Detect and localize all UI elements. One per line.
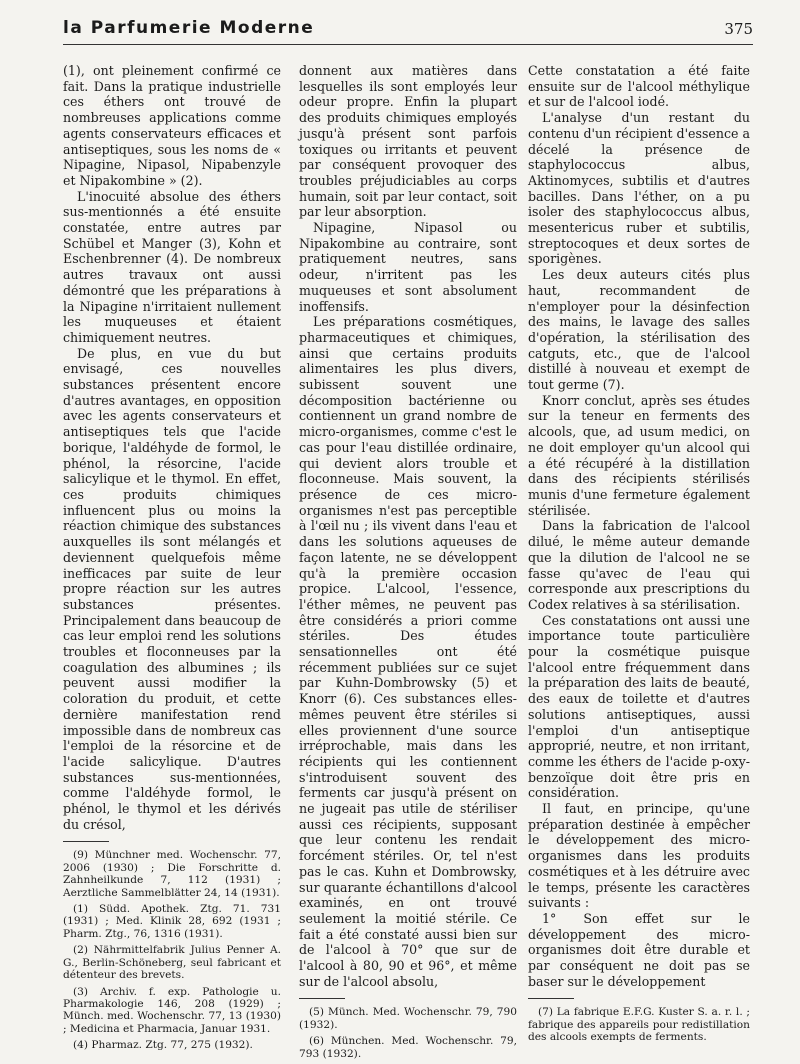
paragraph: Cette constatation a été faite ensuite sur de l'alcool méthylique et sur de l'alcool iodé. <box>528 63 750 110</box>
paragraph: Dans la fabrication de l'alcool dilué, le même auteur demande que la dilution de l'alcool ne se fasse qu'avec de l'eau qui corresponde aux prescriptions du Codex relatives à sa stérilisation. <box>528 518 750 612</box>
text-column-2 <box>299 63 517 1064</box>
paragraph: Nipagine, Nipasol ou Nipakombine au contraire, sont pratiquement neutres, sans odeur, n'irritent pas les muqueuses et sont absolument inoffensifs. <box>299 220 517 314</box>
paragraph: De plus, en vue du but envisagé, ces nouvelles substances présentent encore d'autres avantages, en opposition avec les agents conservateurs et antiseptiques tels que l'acide borique, l'aldéhyde de formol, le phénol, la résorcine, l'acide salicylique et le thymol. En effet, ces produits chimiques influencent plus ou moins la réaction chimique des substances auxquelles ils sont mélangés et deviennent quelquefois même inefficaces par suite de leur propre réaction sur les autres substances présentes. Principalement dans beaucoup de cas leur emploi rend les solutions troubles et floconneuses par la coagulation des albumines ; ils peuvent aussi modifier la coloration du produit, et cette dernière manifestation rend impossible dans de nombreux cas l'emploi de la résorcine et de l'acide salicylique. D'autres substances sus-mentionnées, comme l'aldéhyde formol, le phénol, le thymol et les dérivés du crésol, <box>63 345 281 832</box>
paragraph: L'analyse d'un restant du contenu d'un récipient d'essence a décelé la présence de staphylococcus albus, Aktinomyces, subtilis et d'autres bacilles. Dans l'éther, on a pu isoler des staphylococcus albus, mesentericus ruber et subtilis, streptocoques et deux sortes de sporigènes. <box>528 110 750 267</box>
footnote: (9) Münchner med. Wochenschr. 77, 2006 (1930) ; Die Forschritte d. Zahnheilkunde 7, 112 (1931) ; Aerztliche Sammelblätter 24, 14 (1931). <box>63 849 281 899</box>
footnote: (4) Pharmaz. Ztg. 77, 275 (1932). <box>73 1039 253 1052</box>
footnote: (3) Archiv. f. exp. Pathologie u. Pharmakologie 146, 208 (1929) ; Münch. med. Wochenschr. 77, 13 (1930) ; Medicina et Pharmacia, Januar 1931. <box>63 985 281 1035</box>
text-column-1 <box>63 63 281 1056</box>
footnote: (7) La fabrique E.F.G. Kuster S. a. r. l. ; fabrique des appareils pour redistillation des alcools exempts de ferments. <box>528 1006 750 1044</box>
footnote: (5) Münch. Med. Wochenschr. 79, 790 (1932). <box>299 1006 517 1031</box>
paragraph: Il faut, en principe, qu'une préparation destinée à empêcher le développement des micro-organismes dans les produits cosmétiques et à les détruire avec le temps, présente les caractères suivants : <box>528 801 750 911</box>
footnote: (6) München. Med. Wochenschr. 79, 793 (1932). <box>299 1035 517 1060</box>
paragraph: donnent aux matières dans lesquelles ils sont employés leur odeur propre. Enfin la plupart des produits chimiques employés jusqu'à présent sont parfois toxiques ou irritants et peuvent par conséquent provoquer des troubles préjudiciables au corps humain, soit par leur contact, soit par leur absorption. <box>299 63 517 220</box>
paragraph: Les préparations cosmétiques, pharmaceutiques et chimiques, ainsi que certains produits alimentaires les plus divers, subissent souvent une décomposition bactérienne ou contiennent un grand nombre de micro-organismes, comme c'est le cas pour l'eau distillée ordinaire, qui devient alors trouble et floconneuse. Mais souvent, la présence de ces micro-organismes n'est pas perceptible à l'œil nu ; ils vivent dans l'eau et dans les solutions aqueuses de façon latente, ne se développent qu'à la première occasion propice. L'alcool, l'essence, l'éther mêmes, ne peuvent pas être considérés a priori comme stériles. Des études sensationnelles ont été récemment publiées sur ce sujet par Kuhn-Dombrowsky (5) et Knorr (6). Ces substances elles-mêmes peuvent être stériles si elles proviennent d'une source irréprochable, mais dans les récipients qui les contiennent s'introduisent souvent des ferments car jusqu'à présent on ne jugeait pas utile de stériliser aussi ces récipients, supposant que leur contenu les rendait forcément stériles. Or, tel n'est pas le cas. Kuhn et Dombrowsky, sur quarante échantillons d'alcool examinés, en ont trouvé seulement la moitié stérile. Ce fait a été constaté aussi bien sur de l'alcool à 70° que sur de l'alcool à 80, 90 et 96°, et même sur de l'alcool absolu, <box>299 314 517 989</box>
footnote-rule <box>63 841 109 842</box>
paragraph: (1), ont pleinement confirmé ce fait. Dans la pratique industrielle ces éthers ont trouvé de nombreuses applications comme agents conservateurs efficaces et antiseptiques, sous les noms de « Nipagine, Nipasol, Nipabenzyle et Nipakombine » (2). <box>63 63 281 188</box>
paragraph: Knorr conclut, après ses études sur la teneur en ferments des alcools, que, ad usum medici, on ne doit employer qu'un alcool qui a été récupéré à la distillation dans des récipients stérilisés munis d'une fermeture également stérilisée. <box>528 392 750 518</box>
footnote: (1) Südd. Apothek. Ztg. 71. 731 (1931) ; Med. Klinik 28, 692 (1931 ; Pharm. Ztg., 76, 1316 (1931). <box>63 903 281 940</box>
header-rule <box>63 44 753 45</box>
page-number: 375 <box>724 20 753 38</box>
paragraph: Ces constatations ont aussi une importance toute particulière pour la cosmétique puisque l'alcool entre fréquemment dans la préparation des laits de beauté, des eaux de toilette et d'autres solutions antiseptiques, aussi l'emploi d'un antiseptique approprié, neutre, et non irritant, comme les éthers de l'acide p-oxy-benzoïque doit être pris en considération. <box>528 612 750 801</box>
paragraph: L'inocuité absolue des éthers sus-mentionnés a été ensuite constatée, entre autres par Schübel et Manger (3), Kohn et Eschenbrenner (4). De nombreux autres travaux ont aussi démontré que les préparations à la Nipagine n'irritaient nullement les muqueuses et étaient chimiquement neutres. <box>63 188 281 345</box>
running-header <box>63 18 753 46</box>
footnote-rule <box>299 998 345 999</box>
journal-title: la Parfumerie Moderne <box>63 18 315 38</box>
footnote: (2) Nährmittelfabrik Julius Penner A. G., Berlin-Schöneberg, seul fabricant et détenteur des brevets. <box>63 944 281 982</box>
paragraph: Les deux auteurs cités plus haut, recommandent de n'employer pour la désinfection des mains, le lavage des salles d'opération, la stérilisation des catguts, etc., que de l'alcool distillé à nouveau et exempt de tout germe (7). <box>528 267 750 393</box>
footnote-rule <box>528 998 574 999</box>
text-column-3 <box>528 63 750 1048</box>
paragraph: 1° Son effet sur le développement des micro-organismes doit être durable et par conséquent ne doit pas se baser sur le développement <box>528 910 750 989</box>
